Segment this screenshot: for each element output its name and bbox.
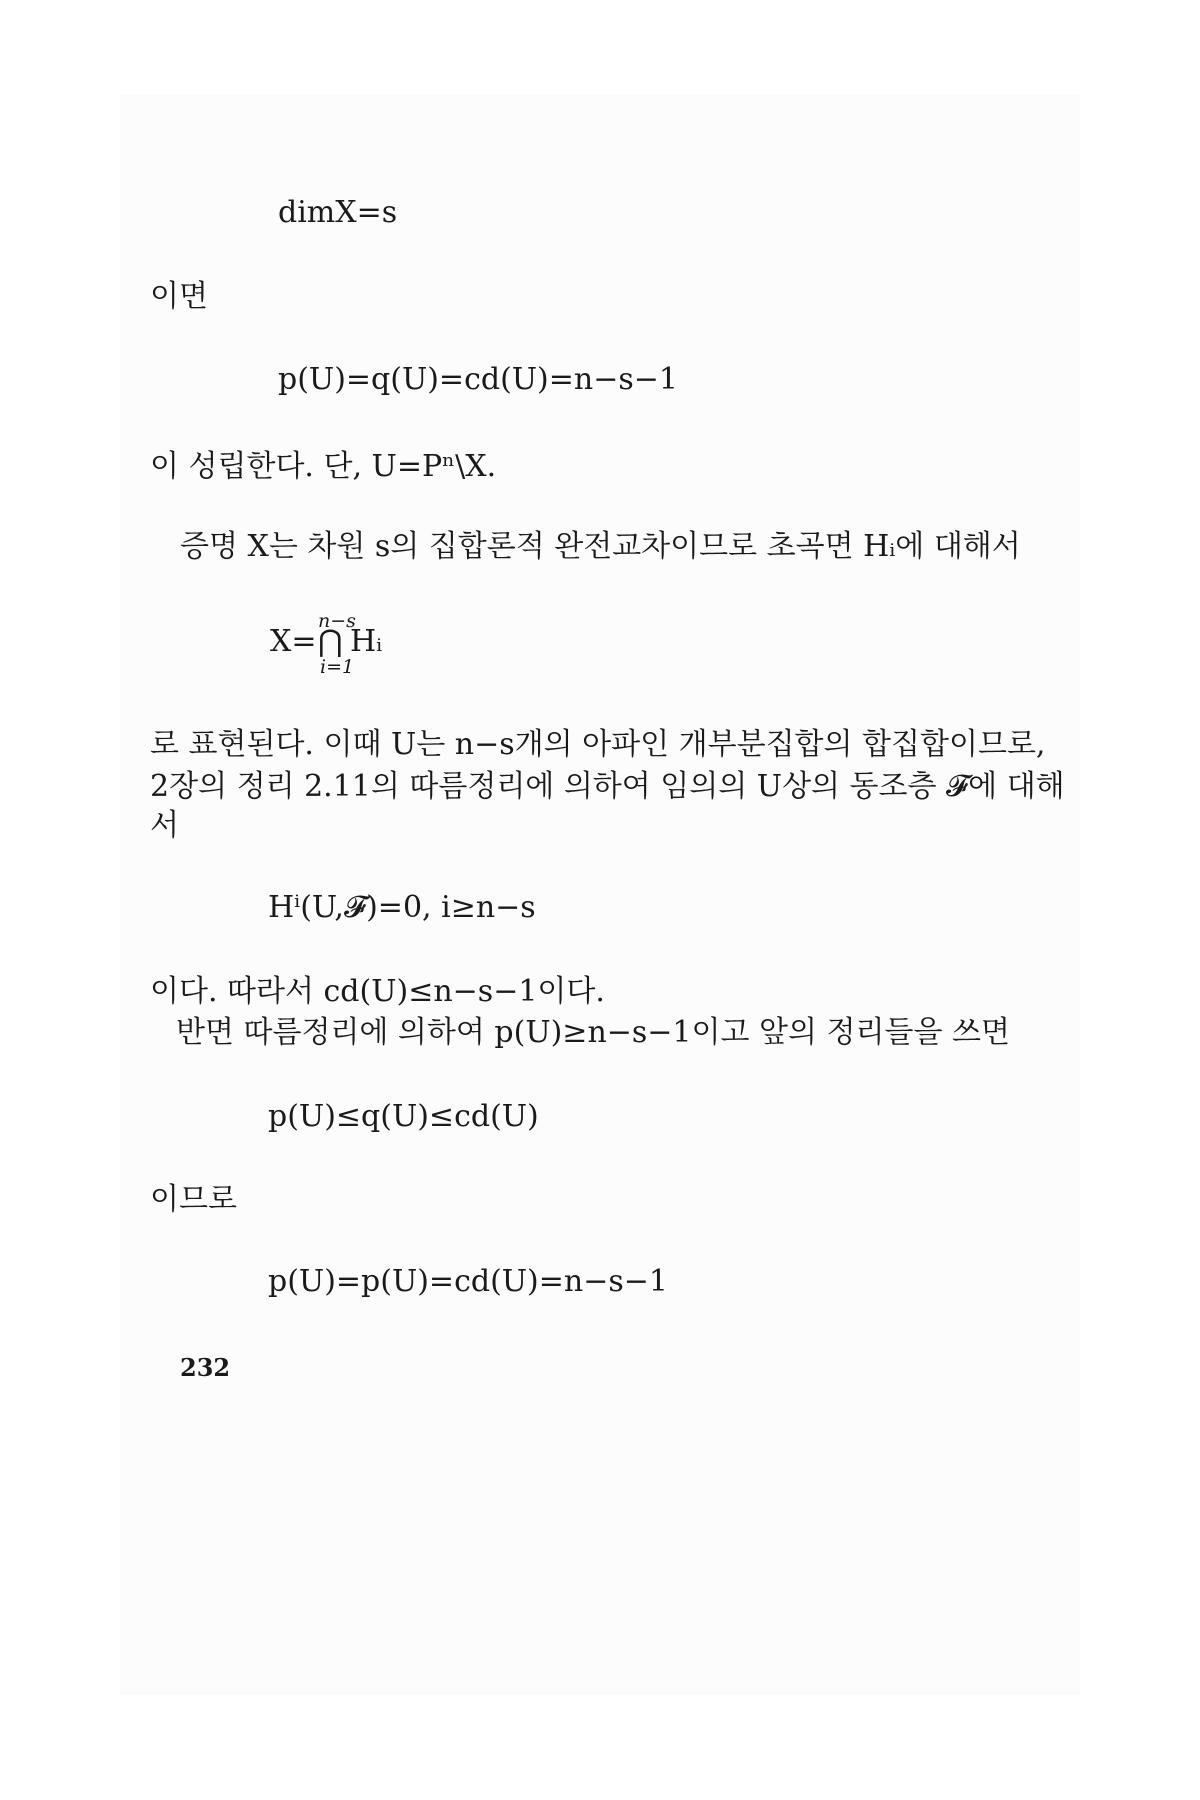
equation-final: p(U)=p(U)=cd(U)=n−s−1 <box>268 1264 668 1299</box>
page-number: 232 <box>180 1353 231 1382</box>
paragraph-text: 이므로 <box>150 1182 237 1217</box>
equation-cohomology: Hⁱ(U,𝓕)=0, i≥n−s <box>268 890 536 925</box>
proof-heading-line: 증명 X는 차원 s의 집합론적 완전교차이므로 초곡면 Hᵢ에 대해서 <box>180 529 1021 564</box>
intersection-upper-limit: n−s <box>318 610 356 632</box>
equation-rhs: Hᵢ <box>350 624 383 659</box>
equation-dim: dimX=s <box>278 195 398 230</box>
page-background <box>120 95 1080 1695</box>
paragraph-text: 서 <box>150 808 179 843</box>
equation-inequality: p(U)≤q(U)≤cd(U) <box>268 1099 539 1134</box>
intersection-lower-limit: i=1 <box>320 656 355 678</box>
paragraph-text: 2장의 정리 2.11의 따름정리에 의하여 임의의 U상의 동조층 𝓕에 대해 <box>150 769 1065 804</box>
equation-main: p(U)=q(U)=cd(U)=n−s−1 <box>278 362 678 397</box>
paragraph-text: 반면 따름정리에 의하여 p(U)≥n−s−1이고 앞의 정리들을 쓰면 <box>176 1015 1010 1050</box>
paragraph-text: 로 표현된다. 이때 U는 n−s개의 아파인 개부분집합의 합집합이므로, <box>150 727 1046 762</box>
intersection-operator: ⋂ <box>318 624 343 659</box>
paragraph-text: 이 성립한다. 단, U=Pⁿ\X. <box>150 449 497 484</box>
paragraph-text: 이다. 따라서 cd(U)≤n−s−1이다. <box>150 974 605 1009</box>
equation-lhs: X= <box>270 624 317 659</box>
paragraph-text: 이면 <box>150 279 208 314</box>
